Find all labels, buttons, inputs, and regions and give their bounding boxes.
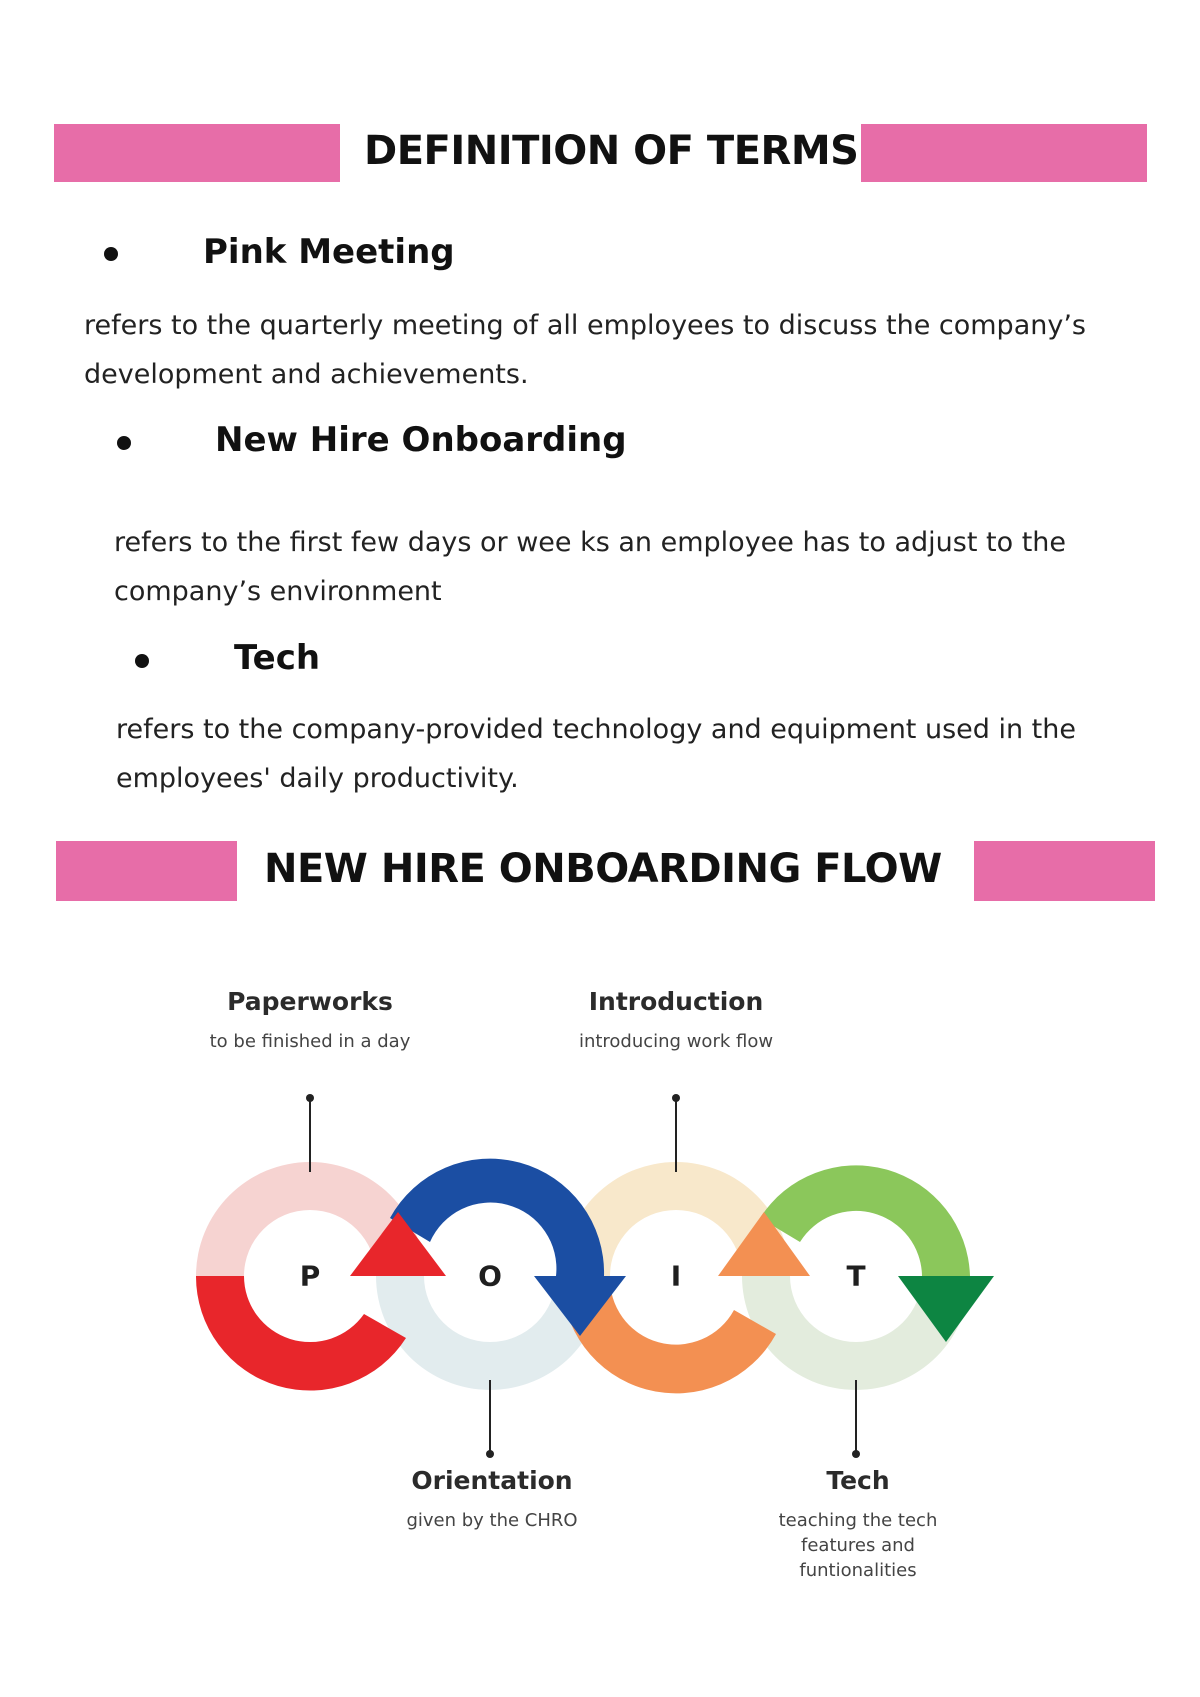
step-subtitle: teaching the tech — [778, 1510, 938, 1531]
flow-title: NEW HIRE ONBOARDING FLOW — [264, 846, 942, 892]
step-subtitle: introducing work flow — [578, 1031, 774, 1052]
description-line: refers to the quarterly meeting of all employees to discuss the company’s — [84, 310, 1086, 341]
step-subtitle: features and — [801, 1535, 915, 1556]
connector-dot — [486, 1450, 494, 1458]
term-heading: Tech — [234, 638, 321, 678]
connector-dot — [852, 1450, 860, 1458]
paperworks-dark-arc — [196, 1276, 406, 1391]
step-subtitle: funtionalities — [799, 1560, 917, 1581]
section-bar-left — [56, 841, 237, 901]
term-description — [84, 301, 1086, 399]
step-title: Introduction — [588, 987, 764, 1016]
step-title: Paperworks — [227, 987, 393, 1016]
bullet-icon — [104, 247, 118, 261]
term-heading: Pink Meeting — [203, 232, 455, 272]
description-line: company’s environment — [114, 576, 442, 607]
definitions-title: DEFINITION OF TERMS — [364, 128, 859, 174]
step-title: Orientation — [411, 1466, 573, 1495]
connector-dot — [672, 1094, 680, 1102]
description-line: employees' daily productivity. — [116, 763, 519, 794]
step-subtitle: to be finished in a day — [209, 1031, 411, 1052]
step-letter: O — [478, 1259, 502, 1293]
term-description — [116, 705, 1076, 803]
section-bar-right — [974, 841, 1155, 901]
step-subtitle: given by the CHRO — [406, 1510, 578, 1531]
section-bar-right — [861, 124, 1147, 182]
term-description — [114, 518, 1066, 616]
bullet-icon — [135, 654, 149, 668]
description-line: development and achievements. — [84, 359, 529, 390]
step-letter: I — [670, 1259, 682, 1293]
step-title: Tech — [826, 1466, 890, 1495]
step-letter: T — [846, 1259, 866, 1293]
term-heading: New Hire Onboarding — [215, 420, 627, 460]
onboarding-flow-diagram — [0, 960, 1200, 1610]
section-bar-left — [54, 124, 340, 182]
bullet-icon — [117, 436, 131, 450]
description-line: refers to the first few days or wee ks an employee has to adjust to the — [114, 527, 1067, 558]
connector-dot — [306, 1094, 314, 1102]
step-letter: P — [299, 1259, 321, 1293]
description-line: refers to the company-provided technology and equipment used in the — [116, 714, 1076, 745]
